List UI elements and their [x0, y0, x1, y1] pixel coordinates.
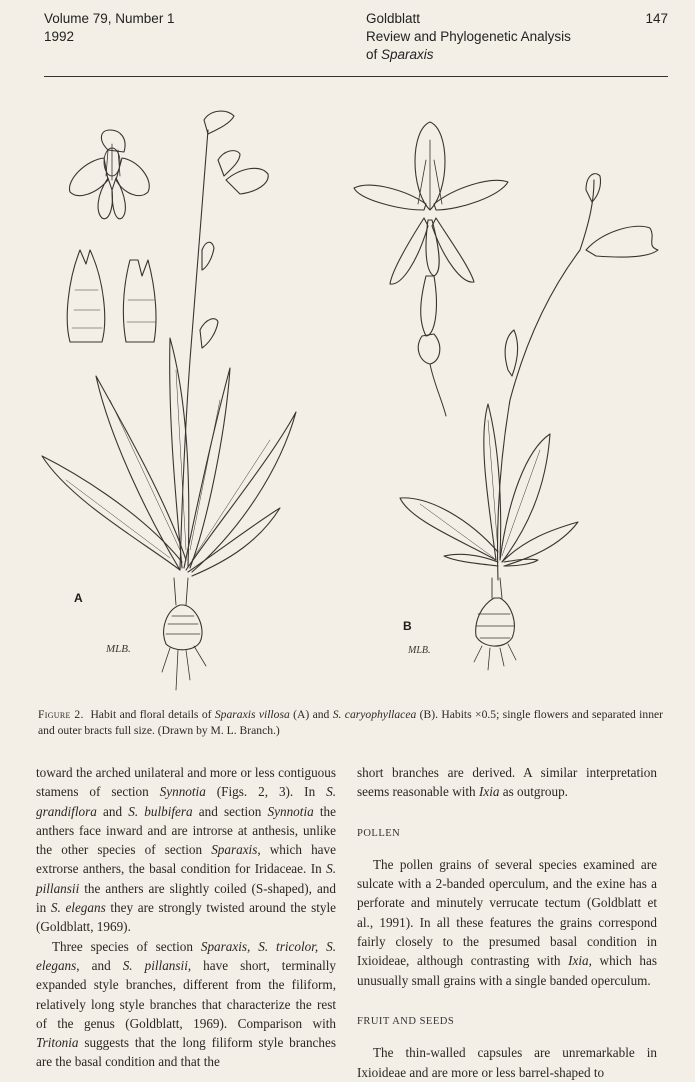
- year: 1992: [44, 29, 75, 44]
- plant-b-leaves: [400, 404, 578, 566]
- plant-a-bud: [218, 151, 240, 176]
- figure-label-a: A: [74, 591, 83, 605]
- figure-label-b: B: [403, 619, 412, 633]
- italic-term: Synnotia: [159, 784, 206, 800]
- right-paragraph-1: short branches are derived. A similar interpretation seems reasonable with Ixia as outgroup.: [357, 765, 657, 800]
- plant-a-single-flower: [69, 130, 149, 219]
- right-paragraph-fruit: The thin-walled capsules are unremarkable in Ixioideae and are more or less barrel-shaped to: [357, 1045, 657, 1080]
- figure-caption: [38, 707, 663, 739]
- plant-b-flower-side: [586, 226, 658, 257]
- caption-text-3: (B). Habits ×0.5; single flowers and separated inner and outer bracts full size. (Drawn by M. L. Branch.): [38, 708, 663, 737]
- artist-signature-b: MLB.: [408, 645, 431, 656]
- italic-term: S. pillansii: [36, 861, 336, 896]
- right-paragraph-pollen: The pollen grains of several species examined are sulcate with a 2-banded operculum, and the exine has a perforate and minutely verrucate tectum (Goldblatt et al., 1991). In all these features the grains correspond fairly closely to the presumed basal condition in Ixioideae, although contrasting with Ixia, which has unusually small grains with a single banded operculum.: [357, 856, 657, 988]
- plant-a-drawing: [42, 111, 296, 690]
- italic-term: Tritonia: [36, 1035, 79, 1051]
- plant-a-leaves: [42, 338, 296, 576]
- volume-number: Volume 79, Number 1: [44, 11, 175, 26]
- plant-a-stem: [180, 130, 208, 570]
- caption-text-1: Habit and floral details of: [90, 708, 215, 721]
- article-running-title: [366, 10, 571, 64]
- title-line-1: Review and Phylogenetic Analysis: [366, 29, 571, 44]
- author-name: Goldblatt: [366, 11, 421, 26]
- caption-species-2: S. caryophyllacea: [332, 708, 417, 721]
- journal-info: [44, 10, 175, 46]
- italic-term: Sparaxis, S. tricolor, S. elegans: [36, 938, 336, 973]
- botanical-figure: [30, 100, 670, 700]
- title-genus: Sparaxis: [381, 47, 434, 62]
- artist-signature-a: MLB.: [106, 643, 131, 655]
- title-prefix: of: [366, 47, 382, 62]
- plant-a-bud-mid: [200, 319, 218, 348]
- plant-b-corm: [474, 578, 516, 670]
- caption-figure-label: Figure 2.: [38, 708, 84, 721]
- header-rule: [44, 76, 668, 77]
- plant-a-bracts: [67, 250, 156, 342]
- italic-term: S. bulbifera: [128, 803, 193, 819]
- caption-species-1: Sparaxis villosa: [214, 708, 290, 721]
- left-paragraph-2: Three species of section Sparaxis, S. tricolor, S. elegans, and S. pillansii, have short, terminally expanded style branches, different from the filiform, relatively long style branches that characterize the rest of the genus (Goldblatt, 1969). Comparison with Tritonia suggests that the long filiform style branches are the basal condition and that the: [36, 938, 337, 1070]
- section-heading-pollen: POLLEN: [357, 827, 401, 839]
- italic-term: Ixia: [478, 784, 500, 800]
- plant-b-stem: [498, 180, 595, 580]
- running-head: [44, 10, 668, 66]
- plant-b-drawing: [354, 122, 658, 670]
- italic-term: S. grandiflora: [36, 784, 336, 819]
- plant-b-bract: [505, 330, 518, 376]
- plant-b-single-flower: [354, 122, 508, 416]
- italic-term: S. pillansii: [122, 957, 188, 973]
- italic-term: Sparaxis: [211, 842, 258, 858]
- left-text-column: [36, 763, 336, 1072]
- caption-text-2: (A) and: [289, 708, 333, 721]
- title-line-2: [366, 46, 571, 64]
- left-paragraph-1: toward the arched unilateral and more or less contiguous stamens of section Synnotia (Figs. 2, 3). In S. grandiflora and S. bulbifera and section Synnotia the anthers face inward and are introrse at anthesis, unlike the other species of section Sparaxis, which have extrorse anthers, the basal condition for Iridaceae. In S. pillansii the anthers are slightly coiled (S-shaped), and in S. elegans they are strongly twisted around the style (Goldblatt, 1969).: [36, 765, 336, 935]
- section-heading-fruit-seeds: FRUIT AND SEEDS: [357, 1015, 455, 1027]
- right-text-column: [357, 763, 657, 1082]
- italic-term: Ixia: [568, 953, 589, 969]
- figure-illustration: [30, 100, 670, 700]
- plant-a-corm: [162, 578, 206, 690]
- italic-term: S. elegans: [50, 900, 106, 916]
- page-number: 147: [645, 11, 668, 26]
- italic-term: Synnotia: [267, 803, 314, 819]
- plant-a-bud-lower: [202, 242, 214, 270]
- plant-a-flower-side: [226, 168, 268, 194]
